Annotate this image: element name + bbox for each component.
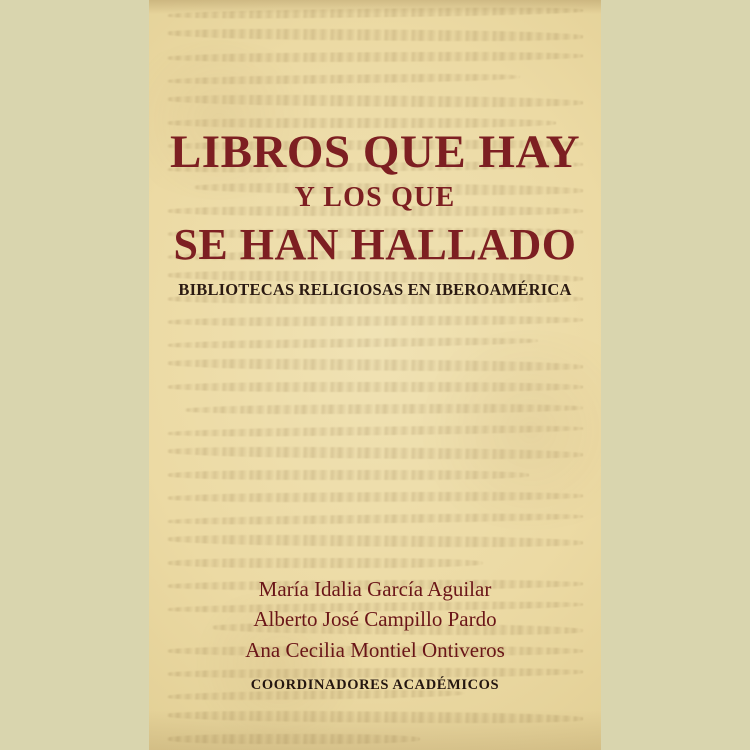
book-cover <box>149 0 601 750</box>
title-line-secondary: Y LOS QUE <box>294 182 456 214</box>
cover-authors-block <box>149 574 601 694</box>
cover-title-block <box>149 128 601 300</box>
cover-subtitle: BIBLIOTECAS RELIGIOSAS EN IBEROAMÉRICA <box>178 280 572 300</box>
author-role-label: COORDINADORES ACADÉMICOS <box>250 677 500 693</box>
title-line-primary: LIBROS QUE HAY <box>169 126 581 178</box>
author-name: Ana Cecilia Montiel Ontiveros <box>245 637 505 662</box>
paper-top-edge <box>149 0 601 14</box>
author-name: María Idalia García Aguilar <box>258 576 492 601</box>
title-line-tertiary: SE HAN HALLADO <box>173 220 577 270</box>
paper-bottom-edge <box>149 710 601 750</box>
author-name: Alberto José Campillo Pardo <box>253 607 497 632</box>
